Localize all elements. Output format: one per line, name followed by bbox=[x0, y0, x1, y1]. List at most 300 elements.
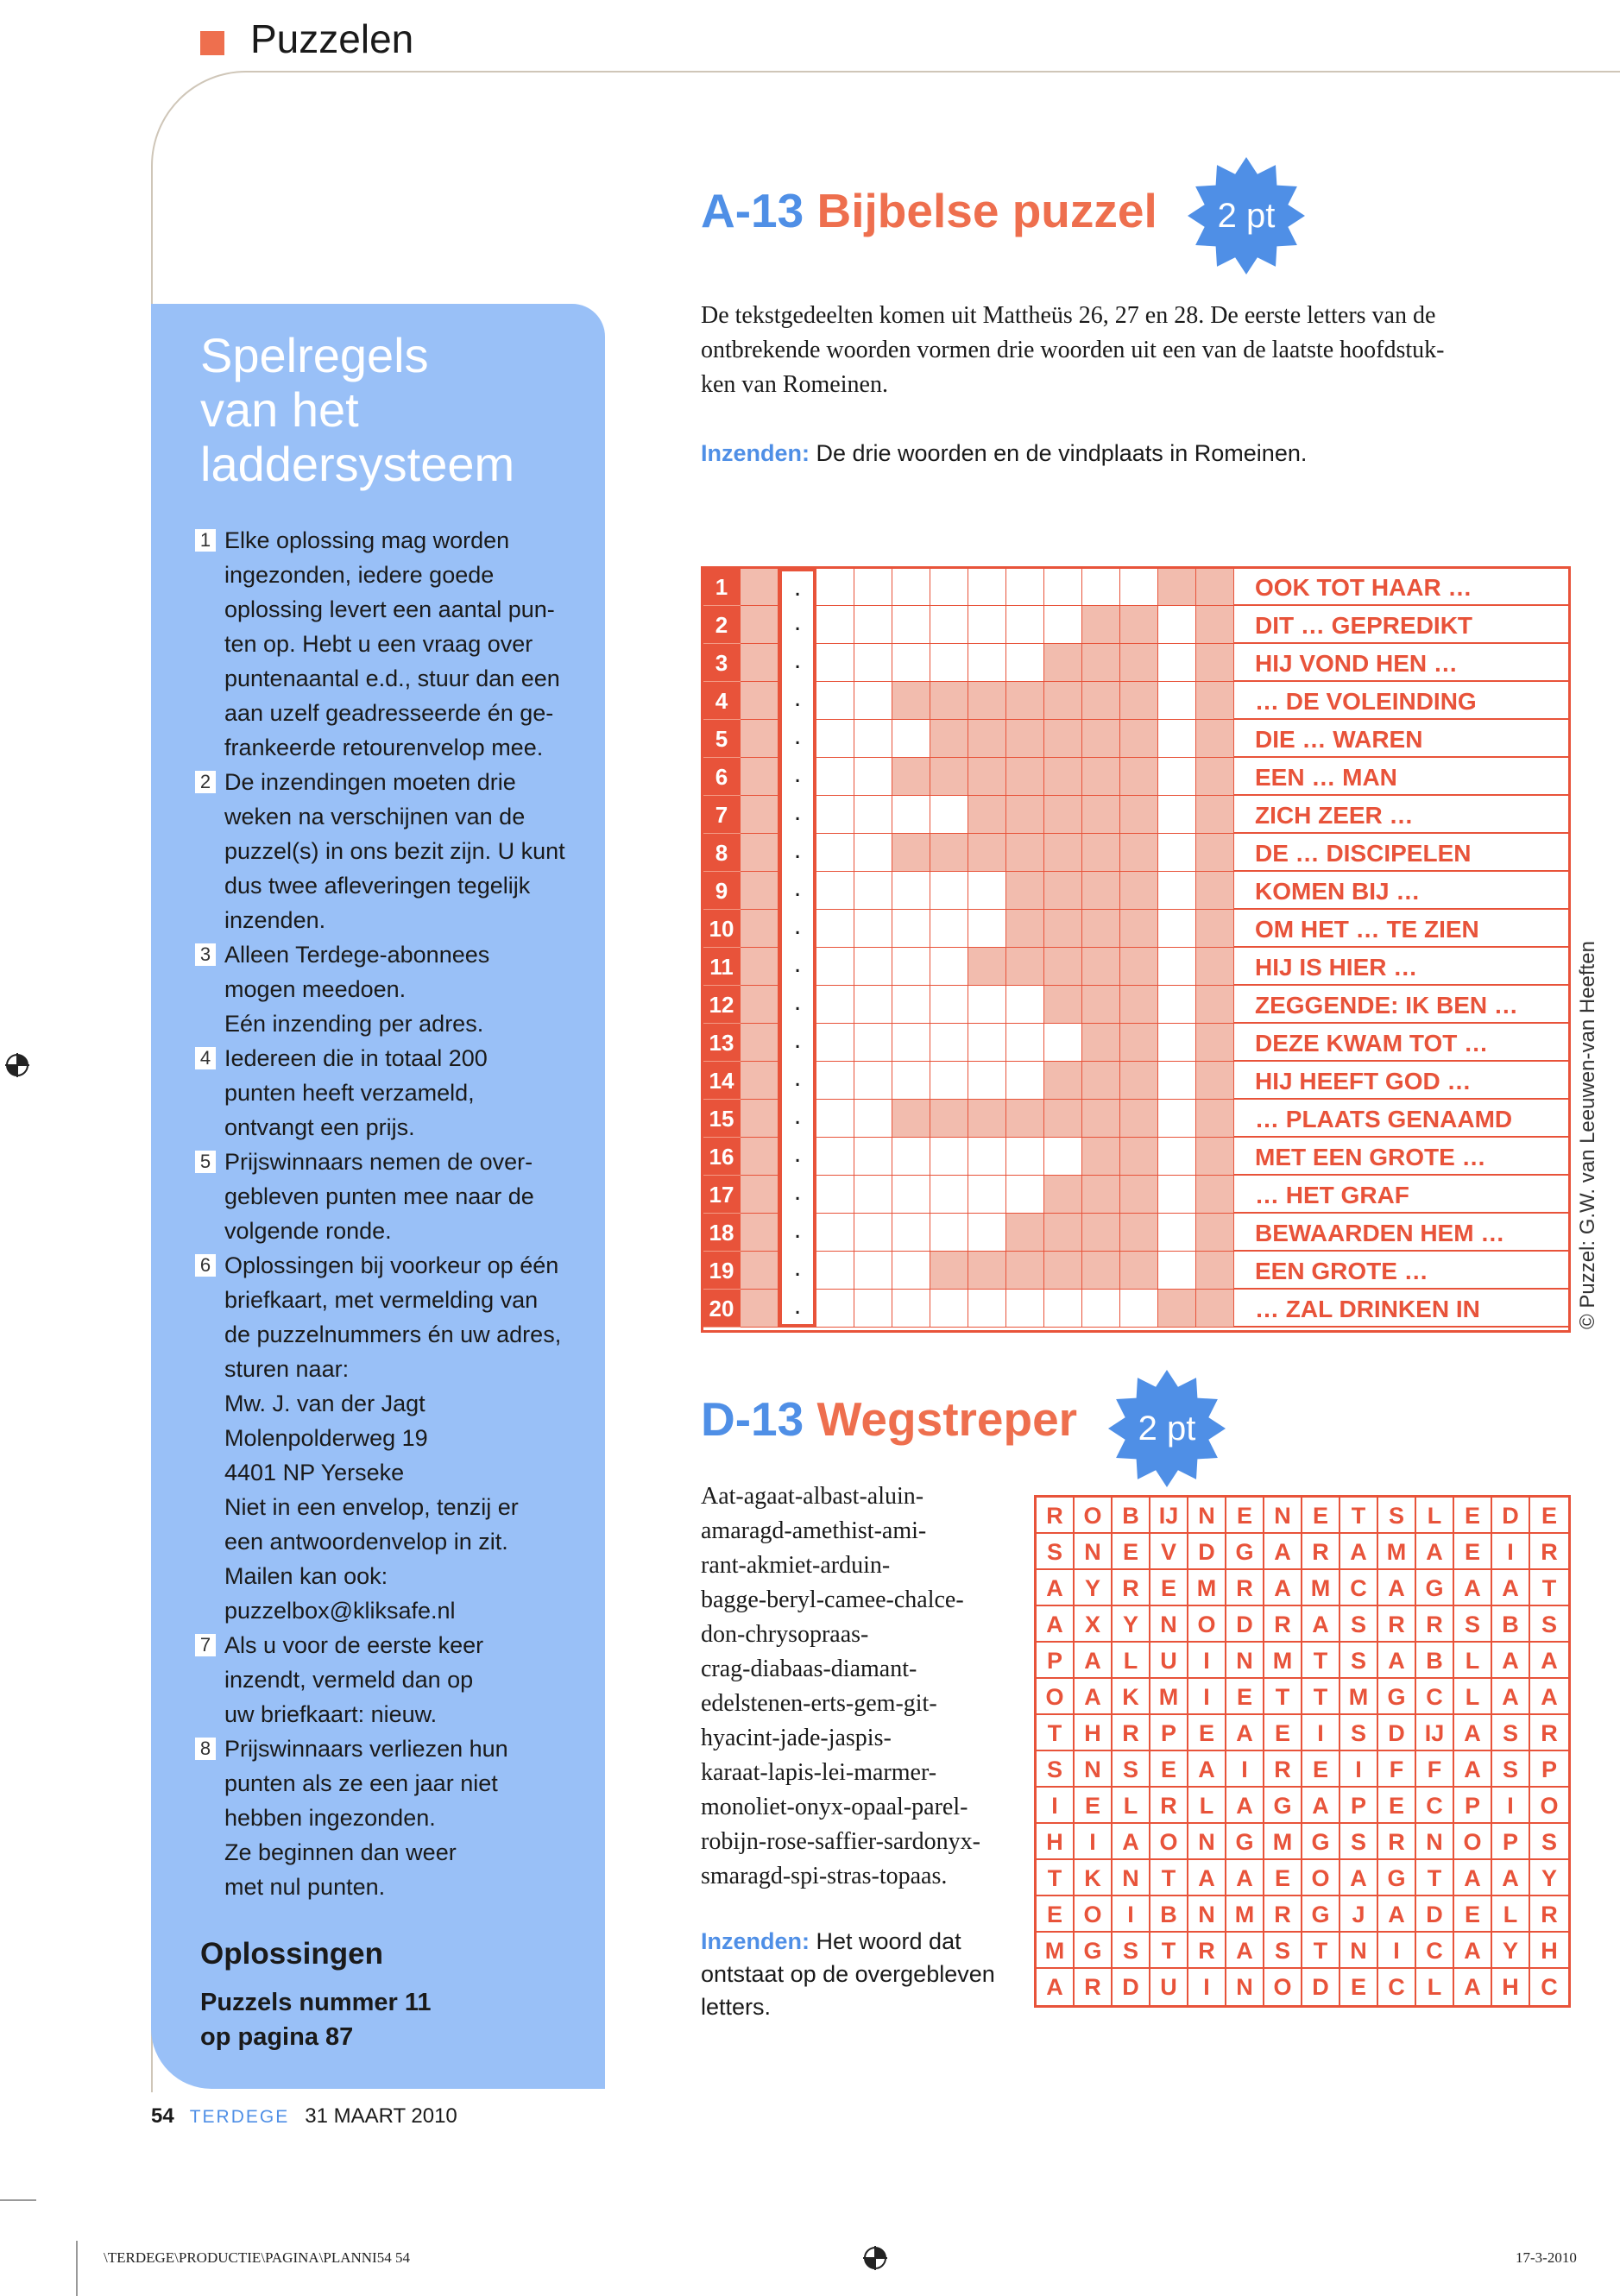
first-letter-cell[interactable]: . bbox=[778, 758, 816, 796]
letter-cell[interactable]: R bbox=[1113, 1715, 1150, 1751]
grid-cell[interactable] bbox=[1044, 682, 1082, 720]
letter-cell[interactable]: IJ bbox=[1150, 1498, 1188, 1534]
letter-cell[interactable]: S bbox=[1113, 1933, 1150, 1969]
grid-cell[interactable] bbox=[1120, 910, 1158, 948]
letter-cell[interactable]: A bbox=[1037, 1606, 1075, 1643]
letter-cell[interactable]: D bbox=[1188, 1534, 1226, 1570]
grid-cell[interactable] bbox=[1196, 872, 1234, 910]
grid-cell[interactable] bbox=[816, 834, 854, 872]
letter-cell[interactable]: T bbox=[1302, 1679, 1340, 1715]
letter-cell[interactable]: K bbox=[1075, 1860, 1113, 1896]
letter-cell[interactable]: N bbox=[1075, 1534, 1113, 1570]
grid-cell[interactable] bbox=[1044, 1062, 1082, 1100]
letter-cell[interactable]: A bbox=[1378, 1643, 1416, 1679]
grid-cell[interactable] bbox=[1196, 986, 1234, 1024]
grid-cell[interactable] bbox=[930, 1024, 968, 1062]
letter-cell[interactable]: A bbox=[1302, 1606, 1340, 1643]
letter-cell[interactable]: D bbox=[1416, 1896, 1454, 1933]
grid-cell[interactable] bbox=[1082, 910, 1120, 948]
letter-cell[interactable]: G bbox=[1226, 1824, 1264, 1860]
letter-cell[interactable]: A bbox=[1340, 1860, 1378, 1896]
letter-cell[interactable]: B bbox=[1416, 1643, 1454, 1679]
letter-cell[interactable]: R bbox=[1264, 1751, 1302, 1788]
grid-cell[interactable] bbox=[968, 1062, 1006, 1100]
grid-cell[interactable] bbox=[816, 1100, 854, 1138]
grid-cell[interactable] bbox=[854, 1290, 892, 1328]
letter-cell[interactable]: F bbox=[1378, 1751, 1416, 1788]
letter-cell[interactable]: L bbox=[1492, 1896, 1530, 1933]
letter-cell[interactable]: M bbox=[1378, 1534, 1416, 1570]
first-letter-cell[interactable]: . bbox=[778, 1214, 816, 1252]
letter-cell[interactable]: A bbox=[1416, 1534, 1454, 1570]
grid-cell[interactable] bbox=[1120, 758, 1158, 796]
letter-cell[interactable]: S bbox=[1378, 1498, 1416, 1534]
grid-cell[interactable] bbox=[854, 682, 892, 720]
grid-cell[interactable] bbox=[1158, 1024, 1196, 1062]
grid-cell[interactable] bbox=[1196, 682, 1234, 720]
grid-cell[interactable] bbox=[816, 910, 854, 948]
grid-cell[interactable] bbox=[741, 606, 778, 644]
grid-cell[interactable] bbox=[1006, 682, 1044, 720]
grid-cell[interactable] bbox=[741, 1024, 778, 1062]
first-letter-cell[interactable]: . bbox=[778, 568, 816, 606]
grid-cell[interactable] bbox=[854, 1214, 892, 1252]
grid-cell[interactable] bbox=[930, 948, 968, 986]
letter-cell[interactable]: V bbox=[1150, 1534, 1188, 1570]
letter-cell[interactable]: N bbox=[1150, 1606, 1188, 1643]
letter-cell[interactable]: C bbox=[1378, 1969, 1416, 2005]
letter-cell[interactable]: D bbox=[1492, 1498, 1530, 1534]
letter-cell[interactable]: A bbox=[1454, 1570, 1492, 1606]
letter-cell[interactable]: S bbox=[1037, 1534, 1075, 1570]
letter-cell[interactable]: E bbox=[1150, 1751, 1188, 1788]
letter-cell[interactable]: A bbox=[1454, 1933, 1492, 1969]
letter-cell[interactable]: I bbox=[1378, 1933, 1416, 1969]
grid-cell[interactable] bbox=[1196, 796, 1234, 834]
letter-cell[interactable]: A bbox=[1378, 1570, 1416, 1606]
letter-cell[interactable]: S bbox=[1340, 1715, 1378, 1751]
grid-cell[interactable] bbox=[741, 834, 778, 872]
letter-cell[interactable]: S bbox=[1492, 1751, 1530, 1788]
letter-cell[interactable]: N bbox=[1188, 1824, 1226, 1860]
grid-cell[interactable] bbox=[1006, 1290, 1044, 1328]
grid-cell[interactable] bbox=[816, 1252, 854, 1290]
grid-cell[interactable] bbox=[968, 644, 1006, 682]
grid-cell[interactable] bbox=[930, 872, 968, 910]
grid-cell[interactable] bbox=[816, 948, 854, 986]
letter-cell[interactable]: R bbox=[1264, 1896, 1302, 1933]
letter-cell[interactable]: E bbox=[1454, 1534, 1492, 1570]
letter-cell[interactable]: H bbox=[1075, 1715, 1113, 1751]
letter-cell[interactable]: C bbox=[1416, 1933, 1454, 1969]
letter-cell[interactable]: N bbox=[1340, 1933, 1378, 1969]
grid-cell[interactable] bbox=[968, 606, 1006, 644]
grid-cell[interactable] bbox=[1044, 1100, 1082, 1138]
first-letter-cell[interactable]: . bbox=[778, 986, 816, 1024]
grid-cell[interactable] bbox=[968, 986, 1006, 1024]
letter-cell[interactable]: N bbox=[1188, 1498, 1226, 1534]
letter-cell[interactable]: I bbox=[1188, 1679, 1226, 1715]
grid-cell[interactable] bbox=[1120, 834, 1158, 872]
letter-cell[interactable]: C bbox=[1340, 1570, 1378, 1606]
letter-cell[interactable]: E bbox=[1378, 1788, 1416, 1824]
letter-cell[interactable]: R bbox=[1530, 1715, 1568, 1751]
grid-cell[interactable] bbox=[854, 1252, 892, 1290]
grid-cell[interactable] bbox=[854, 1176, 892, 1214]
letter-cell[interactable]: N bbox=[1113, 1860, 1150, 1896]
grid-cell[interactable] bbox=[1158, 1138, 1196, 1176]
grid-cell[interactable] bbox=[930, 1176, 968, 1214]
grid-cell[interactable] bbox=[1158, 796, 1196, 834]
grid-cell[interactable] bbox=[1196, 758, 1234, 796]
grid-cell[interactable] bbox=[1120, 986, 1158, 1024]
grid-cell[interactable] bbox=[1196, 1100, 1234, 1138]
grid-cell[interactable] bbox=[1120, 720, 1158, 758]
letter-cell[interactable]: R bbox=[1378, 1606, 1416, 1643]
letter-cell[interactable]: A bbox=[1037, 1570, 1075, 1606]
grid-cell[interactable] bbox=[1158, 720, 1196, 758]
grid-cell[interactable] bbox=[1044, 1214, 1082, 1252]
grid-cell[interactable] bbox=[1044, 1290, 1082, 1328]
grid-cell[interactable] bbox=[1082, 1252, 1120, 1290]
grid-cell[interactable] bbox=[968, 682, 1006, 720]
letter-cell[interactable]: D bbox=[1378, 1715, 1416, 1751]
grid-cell[interactable] bbox=[1082, 1176, 1120, 1214]
letter-cell[interactable]: D bbox=[1226, 1606, 1264, 1643]
grid-cell[interactable] bbox=[930, 1252, 968, 1290]
grid-cell[interactable] bbox=[1006, 1214, 1044, 1252]
letter-cell[interactable]: A bbox=[1226, 1860, 1264, 1896]
grid-cell[interactable] bbox=[1196, 834, 1234, 872]
letter-cell[interactable]: E bbox=[1454, 1896, 1492, 1933]
grid-cell[interactable] bbox=[1196, 568, 1234, 606]
grid-cell[interactable] bbox=[854, 606, 892, 644]
first-letter-cell[interactable]: . bbox=[778, 644, 816, 682]
letter-cell[interactable]: R bbox=[1113, 1570, 1150, 1606]
first-letter-cell[interactable]: . bbox=[778, 1138, 816, 1176]
grid-cell[interactable] bbox=[816, 1176, 854, 1214]
grid-cell[interactable] bbox=[1120, 1214, 1158, 1252]
grid-cell[interactable] bbox=[1082, 644, 1120, 682]
grid-cell[interactable] bbox=[741, 872, 778, 910]
grid-cell[interactable] bbox=[968, 758, 1006, 796]
letter-cell[interactable]: M bbox=[1150, 1679, 1188, 1715]
grid-cell[interactable] bbox=[892, 1100, 930, 1138]
grid-cell[interactable] bbox=[1082, 872, 1120, 910]
grid-cell[interactable] bbox=[1006, 1252, 1044, 1290]
letter-cell[interactable]: B bbox=[1150, 1896, 1188, 1933]
letter-cell[interactable]: O bbox=[1264, 1969, 1302, 2005]
letter-cell[interactable]: A bbox=[1075, 1679, 1113, 1715]
grid-cell[interactable] bbox=[930, 606, 968, 644]
grid-cell[interactable] bbox=[1044, 606, 1082, 644]
grid-cell[interactable] bbox=[930, 1290, 968, 1328]
grid-cell[interactable] bbox=[1196, 1062, 1234, 1100]
grid-cell[interactable] bbox=[854, 910, 892, 948]
letter-cell[interactable]: E bbox=[1113, 1534, 1150, 1570]
letter-cell[interactable]: A bbox=[1226, 1715, 1264, 1751]
letter-cell[interactable]: I bbox=[1302, 1715, 1340, 1751]
letter-cell[interactable]: A bbox=[1454, 1715, 1492, 1751]
letter-cell[interactable]: A bbox=[1188, 1751, 1226, 1788]
grid-cell[interactable] bbox=[1044, 720, 1082, 758]
letter-cell[interactable]: F bbox=[1416, 1751, 1454, 1788]
first-letter-cell[interactable]: . bbox=[778, 910, 816, 948]
grid-cell[interactable] bbox=[1120, 682, 1158, 720]
letter-cell[interactable]: P bbox=[1340, 1788, 1378, 1824]
grid-cell[interactable] bbox=[741, 720, 778, 758]
grid-cell[interactable] bbox=[968, 1290, 1006, 1328]
letter-cell[interactable]: M bbox=[1264, 1824, 1302, 1860]
grid-cell[interactable] bbox=[1158, 1214, 1196, 1252]
letter-cell[interactable]: I bbox=[1492, 1534, 1530, 1570]
letter-cell[interactable]: R bbox=[1264, 1606, 1302, 1643]
grid-cell[interactable] bbox=[968, 1024, 1006, 1062]
first-letter-cell[interactable]: . bbox=[778, 1290, 816, 1328]
grid-cell[interactable] bbox=[1006, 1024, 1044, 1062]
letter-cell[interactable]: R bbox=[1530, 1896, 1568, 1933]
letter-cell[interactable]: P bbox=[1454, 1788, 1492, 1824]
grid-cell[interactable] bbox=[816, 1024, 854, 1062]
grid-cell[interactable] bbox=[1120, 1252, 1158, 1290]
letter-cell[interactable]: T bbox=[1037, 1860, 1075, 1896]
letter-cell[interactable]: M bbox=[1302, 1570, 1340, 1606]
grid-cell[interactable] bbox=[968, 1252, 1006, 1290]
letter-cell[interactable]: C bbox=[1541, 1974, 1558, 2000]
letter-cell[interactable]: P bbox=[1150, 1715, 1188, 1751]
letter-cell[interactable]: E bbox=[1264, 1715, 1302, 1751]
grid-cell[interactable] bbox=[1196, 1138, 1234, 1176]
grid-cell[interactable] bbox=[1158, 872, 1196, 910]
grid-cell[interactable] bbox=[892, 606, 930, 644]
first-letter-cell[interactable]: . bbox=[778, 948, 816, 986]
letter-cell[interactable]: S bbox=[1113, 1751, 1150, 1788]
letter-cell[interactable]: R bbox=[1530, 1534, 1568, 1570]
grid-cell[interactable] bbox=[968, 1138, 1006, 1176]
grid-cell[interactable] bbox=[1158, 834, 1196, 872]
grid-cell[interactable] bbox=[1044, 796, 1082, 834]
grid-cell[interactable] bbox=[930, 682, 968, 720]
grid-cell[interactable] bbox=[892, 1290, 930, 1328]
letter-cell[interactable]: G bbox=[1264, 1788, 1302, 1824]
grid-cell[interactable] bbox=[1196, 644, 1234, 682]
letter-cell[interactable]: A bbox=[1454, 1969, 1492, 2005]
grid-cell[interactable] bbox=[1158, 758, 1196, 796]
grid-cell[interactable] bbox=[930, 796, 968, 834]
letter-cell[interactable]: R bbox=[1302, 1534, 1340, 1570]
grid-cell[interactable] bbox=[892, 834, 930, 872]
grid-cell[interactable] bbox=[1082, 682, 1120, 720]
letter-cell[interactable]: A bbox=[1492, 1860, 1530, 1896]
grid-cell[interactable] bbox=[930, 834, 968, 872]
grid-cell[interactable] bbox=[816, 986, 854, 1024]
letter-cell[interactable]: IJ bbox=[1416, 1715, 1454, 1751]
letter-cell[interactable]: R bbox=[1416, 1606, 1454, 1643]
letter-cell[interactable]: H bbox=[1530, 1933, 1568, 1969]
letter-cell[interactable]: O bbox=[1302, 1860, 1340, 1896]
grid-cell[interactable] bbox=[816, 1290, 854, 1328]
grid-cell[interactable] bbox=[1006, 796, 1044, 834]
first-letter-cell[interactable]: . bbox=[778, 1062, 816, 1100]
letter-cell[interactable]: G bbox=[1302, 1896, 1340, 1933]
letter-cell[interactable]: C bbox=[1416, 1679, 1454, 1715]
first-letter-cell[interactable]: . bbox=[778, 872, 816, 910]
letter-cell[interactable]: Y bbox=[1492, 1933, 1530, 1969]
letter-cell[interactable]: T bbox=[1302, 1643, 1340, 1679]
letter-cell[interactable]: C bbox=[1416, 1788, 1454, 1824]
letter-cell[interactable]: X bbox=[1075, 1606, 1113, 1643]
grid-cell[interactable] bbox=[854, 1100, 892, 1138]
first-letter-cell[interactable]: . bbox=[778, 796, 816, 834]
grid-cell[interactable] bbox=[741, 1176, 778, 1214]
letter-cell[interactable]: A bbox=[1264, 1534, 1302, 1570]
letter-cell[interactable]: A bbox=[1037, 1969, 1075, 2005]
grid-cell[interactable] bbox=[1196, 720, 1234, 758]
grid-cell[interactable] bbox=[892, 1176, 930, 1214]
grid-cell[interactable] bbox=[1082, 1062, 1120, 1100]
letter-cell[interactable]: Y bbox=[1530, 1860, 1568, 1896]
letter-cell[interactable]: R bbox=[1226, 1570, 1264, 1606]
grid-cell[interactable] bbox=[1044, 1138, 1082, 1176]
grid-cell[interactable] bbox=[816, 682, 854, 720]
letter-cell[interactable]: L bbox=[1113, 1643, 1150, 1679]
grid-cell[interactable] bbox=[892, 948, 930, 986]
grid-cell[interactable] bbox=[1120, 1290, 1158, 1328]
grid-cell[interactable] bbox=[741, 910, 778, 948]
letter-cell[interactable]: N bbox=[1226, 1969, 1264, 2005]
grid-cell[interactable] bbox=[968, 1214, 1006, 1252]
grid-cell[interactable] bbox=[892, 910, 930, 948]
grid-cell[interactable] bbox=[854, 986, 892, 1024]
grid-cell[interactable] bbox=[816, 872, 854, 910]
letter-cell[interactable]: S bbox=[1340, 1824, 1378, 1860]
grid-cell[interactable] bbox=[892, 1062, 930, 1100]
grid-cell[interactable] bbox=[1120, 1024, 1158, 1062]
grid-cell[interactable] bbox=[892, 1138, 930, 1176]
grid-cell[interactable] bbox=[1082, 986, 1120, 1024]
letter-cell[interactable]: P bbox=[1530, 1751, 1568, 1788]
letter-cell[interactable]: A bbox=[1075, 1643, 1113, 1679]
grid-cell[interactable] bbox=[1044, 1024, 1082, 1062]
grid-cell[interactable] bbox=[854, 1138, 892, 1176]
grid-cell[interactable] bbox=[968, 796, 1006, 834]
grid-cell[interactable] bbox=[1044, 1252, 1082, 1290]
grid-cell[interactable] bbox=[930, 986, 968, 1024]
letter-cell[interactable]: T bbox=[1037, 1715, 1075, 1751]
grid-cell[interactable] bbox=[1082, 758, 1120, 796]
letter-cell[interactable]: B bbox=[1492, 1606, 1530, 1643]
grid-cell[interactable] bbox=[741, 568, 778, 606]
grid-cell[interactable] bbox=[892, 796, 930, 834]
letter-cell[interactable]: L bbox=[1454, 1643, 1492, 1679]
letter-cell[interactable]: I bbox=[1037, 1788, 1075, 1824]
letter-cell[interactable]: H bbox=[1492, 1969, 1530, 2005]
letter-cell[interactable]: L bbox=[1113, 1788, 1150, 1824]
letter-cell[interactable]: A bbox=[1492, 1643, 1530, 1679]
grid-cell[interactable] bbox=[930, 644, 968, 682]
letter-cell[interactable]: S bbox=[1037, 1751, 1075, 1788]
letter-cell[interactable]: G bbox=[1075, 1933, 1113, 1969]
grid-cell[interactable] bbox=[1006, 606, 1044, 644]
letter-cell[interactable]: U bbox=[1150, 1643, 1188, 1679]
grid-cell[interactable] bbox=[854, 720, 892, 758]
grid-cell[interactable] bbox=[1196, 1290, 1234, 1328]
grid-cell[interactable] bbox=[1120, 1100, 1158, 1138]
grid-cell[interactable] bbox=[1196, 1024, 1234, 1062]
letter-cell[interactable]: S bbox=[1454, 1606, 1492, 1643]
grid-cell[interactable] bbox=[1006, 644, 1044, 682]
letter-cell[interactable]: B bbox=[1113, 1498, 1150, 1534]
first-letter-cell[interactable]: . bbox=[778, 606, 816, 644]
letter-cell[interactable]: O bbox=[1530, 1788, 1568, 1824]
letter-cell[interactable]: A bbox=[1188, 1860, 1226, 1896]
letter-cell[interactable]: E bbox=[1264, 1860, 1302, 1896]
grid-cell[interactable] bbox=[968, 720, 1006, 758]
grid-cell[interactable] bbox=[741, 1290, 778, 1328]
grid-cell[interactable] bbox=[816, 1062, 854, 1100]
letter-cell[interactable]: L bbox=[1416, 1969, 1454, 2005]
letter-cell[interactable]: M bbox=[1188, 1570, 1226, 1606]
letter-cell[interactable]: N bbox=[1075, 1751, 1113, 1788]
first-letter-cell[interactable]: . bbox=[778, 682, 816, 720]
grid-cell[interactable] bbox=[816, 1138, 854, 1176]
letter-cell[interactable]: E bbox=[1150, 1570, 1188, 1606]
letter-cell[interactable]: P bbox=[1492, 1824, 1530, 1860]
letter-cell[interactable]: I bbox=[1340, 1751, 1378, 1788]
grid-cell[interactable] bbox=[1006, 1138, 1044, 1176]
letter-cell[interactable]: L bbox=[1416, 1498, 1454, 1534]
grid-cell[interactable] bbox=[892, 1214, 930, 1252]
grid-cell[interactable] bbox=[1082, 834, 1120, 872]
grid-cell[interactable] bbox=[968, 910, 1006, 948]
grid-cell[interactable] bbox=[1006, 1062, 1044, 1100]
letter-cell[interactable]: I bbox=[1075, 1824, 1113, 1860]
grid-cell[interactable] bbox=[892, 872, 930, 910]
grid-cell[interactable] bbox=[930, 1100, 968, 1138]
letter-cell[interactable]: G bbox=[1302, 1824, 1340, 1860]
grid-cell[interactable] bbox=[1196, 948, 1234, 986]
grid-cell[interactable] bbox=[892, 758, 930, 796]
letter-cell[interactable]: N bbox=[1264, 1498, 1302, 1534]
grid-cell[interactable] bbox=[1158, 1100, 1196, 1138]
grid-cell[interactable] bbox=[741, 644, 778, 682]
letter-cell[interactable]: N bbox=[1188, 1896, 1226, 1933]
grid-cell[interactable] bbox=[1196, 1214, 1234, 1252]
letter-cell[interactable]: S bbox=[1340, 1643, 1378, 1679]
grid-cell[interactable] bbox=[1006, 910, 1044, 948]
grid-cell[interactable] bbox=[741, 758, 778, 796]
grid-cell[interactable] bbox=[968, 1100, 1006, 1138]
grid-cell[interactable] bbox=[741, 796, 778, 834]
grid-cell[interactable] bbox=[1120, 1138, 1158, 1176]
grid-cell[interactable] bbox=[1044, 568, 1082, 606]
grid-cell[interactable] bbox=[1082, 1138, 1120, 1176]
letter-cell[interactable]: O bbox=[1037, 1679, 1075, 1715]
grid-cell[interactable] bbox=[1044, 758, 1082, 796]
grid-cell[interactable] bbox=[892, 682, 930, 720]
grid-cell[interactable] bbox=[741, 1062, 778, 1100]
letter-cell[interactable]: M bbox=[1226, 1896, 1264, 1933]
letter-cell[interactable]: N bbox=[1226, 1643, 1264, 1679]
grid-cell[interactable] bbox=[892, 1252, 930, 1290]
first-letter-cell[interactable]: . bbox=[778, 1176, 816, 1214]
letter-cell[interactable]: A bbox=[1378, 1896, 1416, 1933]
letter-cell[interactable]: E bbox=[1075, 1788, 1113, 1824]
grid-cell[interactable] bbox=[1158, 606, 1196, 644]
letter-cell[interactable]: D bbox=[1302, 1969, 1340, 2005]
grid-cell[interactable] bbox=[854, 644, 892, 682]
letter-cell[interactable]: A bbox=[1492, 1679, 1530, 1715]
